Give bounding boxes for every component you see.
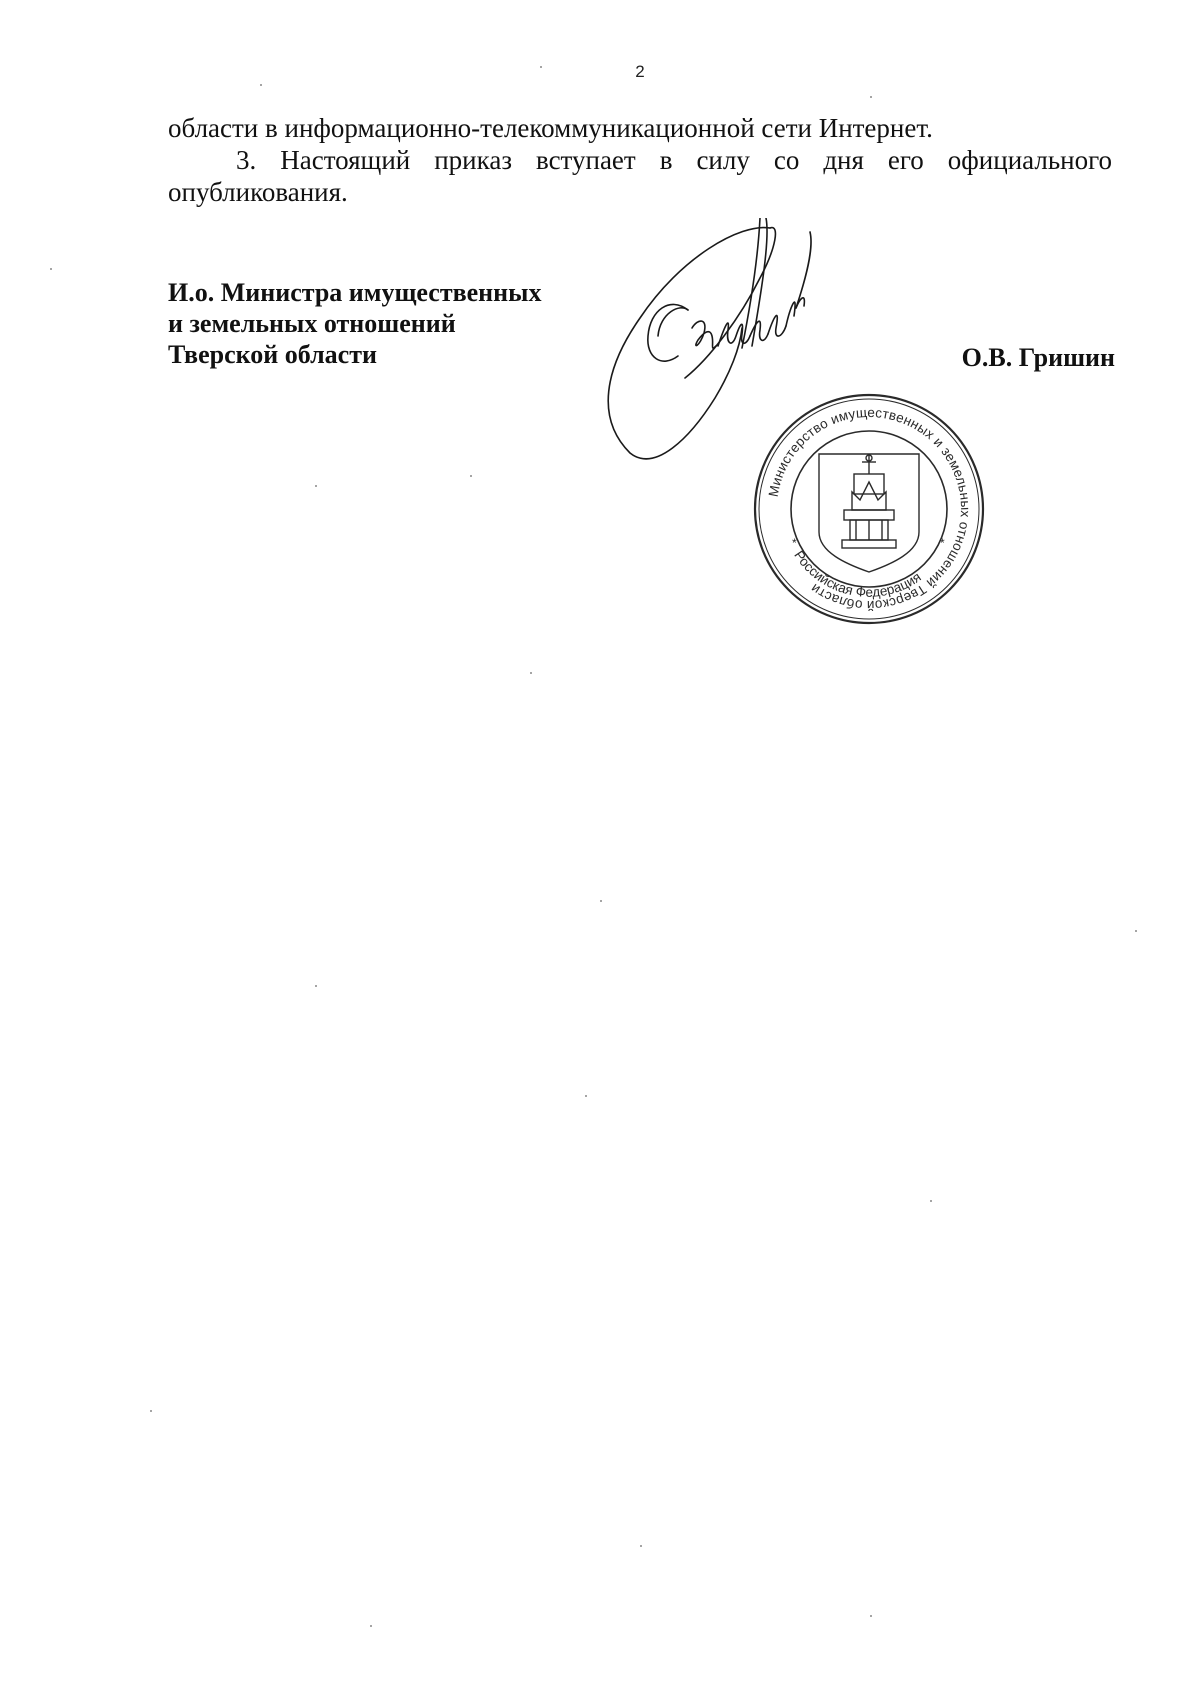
seal-bottom-text: Российская Федерация bbox=[791, 547, 924, 600]
svg-text:*: * bbox=[940, 536, 945, 550]
svg-text:*: * bbox=[792, 536, 797, 550]
document-body bbox=[168, 112, 1112, 208]
official-seal-icon bbox=[752, 392, 986, 626]
signatory-name: О.В. Гришин bbox=[961, 343, 1115, 372]
svg-text:Министерство имущественных и з bbox=[766, 405, 973, 613]
paragraph-3: 3. Настоящий приказ вступает в силу со дня его официального bbox=[236, 145, 1112, 175]
seal-outer-text: Министерство имущественных и земельных отношений Тверской области bbox=[765, 404, 974, 614]
page-number: 2 bbox=[635, 62, 645, 81]
position-line-1: И.о. Министра имущественных bbox=[168, 278, 542, 307]
tver-coat-of-arms-icon bbox=[819, 454, 919, 572]
signatory-position bbox=[168, 277, 608, 370]
position-line-2: и земельных отношений bbox=[168, 309, 456, 338]
position-line-3: Тверской области bbox=[168, 340, 377, 369]
paragraph-continuation: области в информационно-телекоммуникационной сети Интернет. bbox=[168, 113, 933, 143]
paragraph-3-end: опубликования. bbox=[168, 177, 348, 207]
